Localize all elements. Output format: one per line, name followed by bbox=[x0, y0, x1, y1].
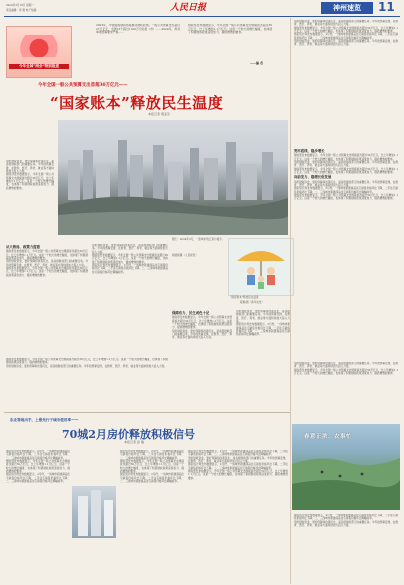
lower-col-3-para-1: 国家统计局发布数据显示，2月份，一线城市新建商品住宅销售价格环比下降，二手住宅销售价格环比下降；二、三线城市新建商品住宅销售价格环比降幅收窄。 bbox=[188, 450, 288, 457]
housing-photo bbox=[72, 486, 116, 538]
right-mid-para-1: 财政部发布数据显示，今年全国一般公共预算支出规模首次超过30万亿元，比上年增加1.1万亿元。这是一个较大的增长幅度，也体现了积极财政政策适度加力、提质增效的要求。 bbox=[294, 154, 398, 161]
section-d-para-1: 用好财政资金，更好保障和改善民生，是各级财政部门的重要任务。今年的预算安排，在教育、医疗、养老、就业等方面持续加大投入力度。 bbox=[236, 310, 290, 324]
promo-label: 今年全国“两会”特别报道 bbox=[9, 64, 69, 69]
page-number: 11 bbox=[378, 0, 395, 14]
lead-paragraph: 用好财政资金，更好保障和改善民生，是各级财政部门的重要任务。今年的预算安排，在教育、医疗、养老、就业等方面持续加大投入力度。 bbox=[6, 160, 54, 174]
promo-box bbox=[6, 26, 72, 78]
subhead-2: 保障有力、民生成色十足 bbox=[172, 311, 210, 315]
lower-col-2-para-2: 财政部发布数据显示，今年全国一般公共预算支出规模首次超过30万亿元，比上年增加1.1万亿元。这是一个较大的增长幅度，也体现了积极财政政策适度加力、提质增效的要求。 bbox=[120, 460, 184, 474]
editor-line: 责任编辑：李 翔 电子信箱： bbox=[6, 9, 39, 12]
subhead-4: 向前发力、稳增长促发展 bbox=[294, 175, 332, 180]
section-c-para-2: 用好财政资金，更好保障和改善民生，是各级财政部门的重要任务。今年的预算安排，在教育、医疗、养老、就业等方面持续加大投入力度。 bbox=[172, 329, 232, 340]
farm-photo bbox=[292, 424, 400, 510]
right-col-para-3: 国家统计局发布数据显示，2月份，一线城市新建商品住宅销售价格环比下降，二手住宅销售价格环比下降；二、三线城市新建商品住宅销售价格环比降幅收窄。 bbox=[294, 33, 398, 40]
date-line: 2024年3月18日 星期一 bbox=[6, 4, 34, 7]
lead-column bbox=[6, 160, 54, 240]
lower-col-1-para-2: 财政部发布数据显示，今年全国一般公共预算支出规模首次超过30万亿元，比上年增加1.1万亿元。这是一个较大的增长幅度，也体现了积极财政政策适度加力、提质增效的要求。 bbox=[6, 460, 70, 474]
right-low-para-1: 用好财政资金，更好保障和改善民生，是各级财政部门的重要任务。今年的预算安排，在教育、医疗、养老、就业等方面持续加大投入力度。 bbox=[294, 362, 398, 369]
right-column-top bbox=[294, 20, 398, 140]
section-e-para-2: 用好财政资金，更好保障和改善民生，是各级财政部门的重要任务。今年的预算安排，在教育、医疗、养老、就业等方面持续加大投入力度。 bbox=[6, 364, 167, 368]
lower-col-2-para-1: 国家统计局发布数据显示，2月份，一线城市新建商品住宅销售价格环比下降，二手住宅销售价格环比下降；二、三线城市新建商品住宅销售价格环比降幅收窄。 bbox=[120, 450, 184, 460]
subhead-1: 从大格局、政策力度看 bbox=[6, 245, 40, 249]
section-d-column bbox=[236, 310, 290, 410]
intro-signature: ——编 者 bbox=[250, 61, 264, 65]
right-column-mid bbox=[294, 148, 398, 358]
lower-col-1-para-1: 国家统计局发布数据显示，2月份，一线城市新建商品住宅销售价格环比下降，二手住宅销售价格环比下降；二、三线城市新建商品住宅销售价格环比降幅收窄。 bbox=[6, 450, 70, 460]
main-byline: 本报记者 葛亚克 bbox=[148, 112, 170, 116]
section-e-para-1: 财政部发布数据显示，今年全国一般公共预算支出规模首次超过30万亿元，比上年增加1.1万亿元。这是一个较大的增长幅度，也体现了积极财政政策适度加力、提质增效的要求。 bbox=[6, 358, 168, 365]
section-b-para-1: 用好财政资金，更好保障和改善民生，是各级财政部门的重要任务。今年的预算安排，在教育、医疗、养老、就业等方面持续加大投入力度。 bbox=[92, 244, 168, 254]
city-photo bbox=[58, 120, 288, 235]
lower-byline: 本报记者 孙 瑞 bbox=[124, 440, 144, 444]
section-a-para-3: 财政部发布数据显示，今年全国一般公共预算支出规模首次超过30万亿元，比上年增加1.1万亿元。这是一个较大的增长幅度，也体现了积极财政政策适度加力、提质增效的要求。 bbox=[6, 267, 88, 277]
city-skyline-icon bbox=[58, 120, 288, 235]
section-b-para-2: 财政部发布数据显示，今年全国一般公共预算支出规模首次超过30万亿元，比上年增加1.1万亿元。这是一个较大的增长幅度，也体现了积极财政政策适度加力、提质增效的要求。 bbox=[92, 254, 168, 264]
lower-col-1 bbox=[6, 450, 70, 580]
right-col-para-1: 用好财政资金，更好保障和改善民生，是各级财政部门的重要任务。今年的预算安排，在教育、医疗、养老、就业等方面持续加大投入力度。 bbox=[294, 20, 398, 27]
intro-quote-right: 财政部发布数据显示，今年全国一般公共预算支出规模首次超过30万亿元，比上年增加1.1万亿元。这是一个较大的增长幅度，也体现了积极财政政策适度加力、提质增效的要求。 bbox=[188, 24, 272, 35]
main-kicker: 今年全国一般公共预算支出首超30万亿元—— bbox=[38, 83, 128, 88]
lower-headline: 70城2月房价释放积极信号 bbox=[62, 428, 195, 441]
section-e-column bbox=[6, 358, 168, 410]
section-c-para-1: 财政部发布数据显示，今年全国一般公共预算支出规模首次超过30万亿元，比上年增加1.1万亿元。这是一个较大的增长幅度，也体现了积极财政政策适度加力、提质增效的要求。 bbox=[172, 316, 232, 330]
right-low-para-2: 财政部发布数据显示，今年全国一般公共预算支出规模首次超过30万亿元，比上年增加1.1万亿元。这是一个较大的增长幅度，也体现了积极财政政策适度加力、提质增效的要求。 bbox=[294, 368, 398, 376]
lower-col-3-para-4: 财政部发布数据显示，今年全国一般公共预算支出规模首次超过30万亿元，比上年增加1.1万亿元。这是一个较大的增长幅度，也体现了积极财政政策适度加力、提质增效的要求。 bbox=[188, 470, 288, 480]
section-a-para-1: 财政部发布数据显示，今年全国一般公共预算支出规模首次超过30万亿元，比上年增加1.1万亿元。这是一个较大的增长幅度，也体现了积极财政政策适度加力、提质增效的要求。 bbox=[6, 250, 88, 261]
masthead-rule bbox=[4, 16, 400, 17]
farm-banner-text: 春意正浓、农事忙 bbox=[304, 434, 353, 440]
right-mid-para-2: 用好财政资金，更好保障和改善民生，是各级财政部门的重要任务。今年的预算安排，在教育、医疗、养老、就业等方面持续加大投入力度。 bbox=[294, 161, 398, 168]
umbrella-family-icon bbox=[229, 239, 293, 295]
section-title: 神州速览 bbox=[321, 2, 373, 14]
section-a-para-2: 用好财政资金，更好保障和改善民生，是各级财政部门的重要任务。今年的预算安排，在教育、医疗、养老、就业等方面持续加大投入力度。 bbox=[6, 260, 88, 267]
lower-col-2-para-3: 国家统计局发布数据显示，2月份，一线城市新建商品住宅销售价格环比下降，二手住宅销售价格环比下降；二、三线城市新建商品住宅销售价格环比降幅收窄。 bbox=[120, 473, 184, 484]
lower-col-3 bbox=[188, 450, 288, 580]
section-d-para-2: 国家统计局发布数据显示，2月份，一线城市新建商品住宅销售价格环比下降，二手住宅销售价格环比下降；二、三线城市新建商品住宅销售价格环比降幅收窄。 bbox=[236, 323, 290, 337]
paper-logo: 人民日报 bbox=[170, 3, 207, 13]
intro-quote-left: 2023年，中国省级财政衔接推动财政政策。一般公共预算支出超过27万亿元，全国13个超过1100万元的县（市）……2024年，再对单项预算要求严格…… bbox=[96, 24, 180, 35]
cartoon-credit: 程硕/图（新华社发） bbox=[240, 301, 265, 304]
lower-col-1-para-3: 国家统计局发布数据显示，2月份，一线城市新建商品住宅销售价格环比下降，二手住宅销售价格环比下降；二、三线城市新建商品住宅销售价格环比降幅收窄。 bbox=[6, 473, 70, 484]
city-photo-caption: 图①：2024年3月，一座城市的江景与楼宇。 bbox=[172, 238, 225, 241]
right-col-para-2: 财政部发布数据显示，今年全国一般公共预算支出规模首次超过30万亿元，比上年增加1.1万亿元。这是一个较大的增长幅度，也体现了积极财政政策适度加力、提质增效的要求。 bbox=[294, 26, 398, 34]
right-mid-para-3: 财政部发布数据显示，今年全国一般公共预算支出规模首次超过30万亿元，比上年增加1.1万亿元。这是一个较大的增长幅度，也体现了积极财政政策适度加力、提质增效的要求。 bbox=[294, 167, 398, 175]
section-a-column bbox=[6, 244, 88, 354]
subhead-3: 兜牢底线、稳步增长 bbox=[294, 149, 325, 153]
right-col-para-4: 用好财政资金，更好保障和改善民生，是各级财政部门的重要任务。今年的预算安排，在教育、医疗、养老、就业等方面持续加大投入力度。 bbox=[294, 40, 398, 47]
lower-divider bbox=[4, 412, 290, 413]
right-mid-para-4: 用好财政资金，更好保障和改善民生，是各级财政部门的重要任务。今年的预算安排，在教育、医疗、养老、就业等方面持续加大投入力度。 bbox=[294, 180, 398, 188]
section-c-column bbox=[172, 310, 232, 410]
right-bottom-para-1: 国家统计局发布数据显示，2月份，一线城市新建商品住宅销售价格环比下降，二手住宅销售价格环比下降；二、三线城市新建商品住宅销售价格环比降幅收窄。 bbox=[294, 514, 398, 521]
lower-col-3-para-3: 国家统计局发布数据显示，2月份，一线城市新建商品住宅销售价格环比下降，二手住宅销售价格环比下降；二、三线城市新建商品住宅销售价格环比降幅收窄。 bbox=[188, 463, 288, 470]
promo-emblem bbox=[11, 35, 67, 57]
section-b-para-3: 国家统计局发布数据显示，2月份，一线城市新建商品住宅销售价格环比下降，二手住宅销售价格环比下降；二、三线城市新建商品住宅销售价格环比降幅收窄。 bbox=[92, 264, 168, 274]
right-mid-para-5: 国家统计局发布数据显示，2月份，一线城市新建商品住宅销售价格环比下降，二手住宅销售价格环比下降；二、三线城市新建商品住宅销售价格环比降幅收窄。 bbox=[294, 187, 398, 194]
column-rule-right bbox=[290, 18, 291, 584]
cartoon-illustration bbox=[228, 238, 294, 296]
cartoon-caption: “国家账本”释放民生温度 bbox=[230, 296, 259, 299]
city-photo-credit: 杨国栋摄（人民视觉） bbox=[172, 254, 198, 257]
right-bottom-para-2: 用好财政资金，更好保障和改善民生，是各级财政部门的重要任务。今年的预算安排，在教育、医疗、养老、就业等方面持续加大投入力度。 bbox=[294, 520, 398, 528]
main-headline: “国家账本”释放民生温度 bbox=[50, 94, 224, 112]
lower-col-3-para-2: 用好财政资金，更好保障和改善民生，是各级财政部门的重要任务。今年的预算安排，在教育、医疗、养老、就业等方面持续加大投入力度。 bbox=[188, 456, 288, 464]
right-column-bottom bbox=[294, 514, 398, 580]
right-column-low bbox=[294, 362, 398, 422]
section-b-column bbox=[92, 244, 168, 354]
building-icon bbox=[72, 486, 116, 538]
lower-col-2 bbox=[120, 450, 184, 580]
lower-kicker: 东北等地出手，上涨先行于城市使用率—— bbox=[10, 418, 79, 422]
lead-paragraph-2: 财政部发布数据显示，今年全国一般公共预算支出规模首次超过30万亿元，比上年增加1.1万亿元。这是一个较大的增长幅度，也体现了积极财政政策适度加力、提质增效的要求。 bbox=[6, 173, 54, 190]
right-mid-para-6: 财政部发布数据显示，今年全国一般公共预算支出规模首次超过30万亿元，比上年增加1.1万亿元。这是一个较大的增长幅度，也体现了积极财政政策适度加力、提质增效的要求。 bbox=[294, 194, 398, 201]
